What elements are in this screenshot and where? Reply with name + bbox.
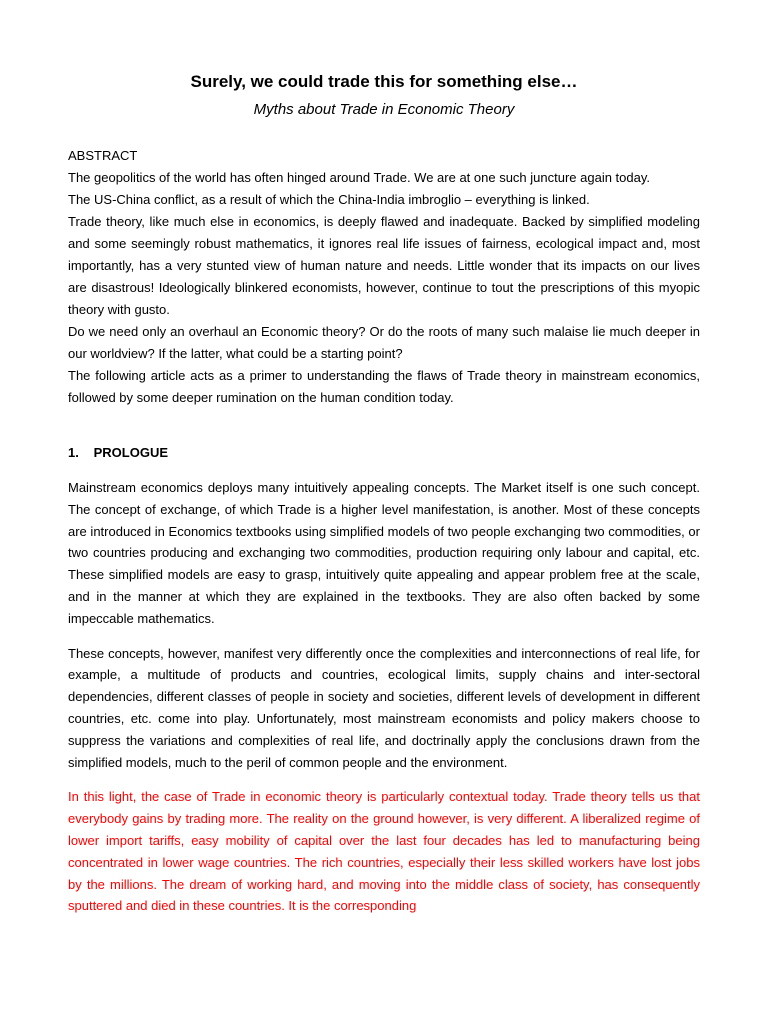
body-paragraph: These concepts, however, manifest very differently once the complexities and interconnections of real life, for example, a multitude of products and countries, ecological limits, supply chains and inter-sectoral dependencies, different classes of people in society and societies, different levels of development in different countries, etc. come into play. Unfortunately, most mainstream economists and policy makers choose to suppress the variations and complexities of real life, and doctrinally apply the conclusions drawn from the simplified models, much to the peril of common people and the environment. — [68, 645, 700, 770]
highlighted-paragraph: In this light, the case of Trade in economic theory is particularly contextual today. Trade theory tells us that everybody gains by trading more. The reality on the ground however, is very different. A liberalized regime of lower import tariffs, easy mobility of capital over the last four decades has led to manufacturing being concentrated in lower wage countries. The rich countries, especially their less skilled workers have lost jobs by the millions. The dream of working hard, and moving into the middle class of society, has consequently sputtered and died in these countries. It is the corresponding — [68, 789, 700, 914]
abstract-paragraph: Trade theory, like much else in economics, is deeply flawed and inadequate. Backed by simplified modeling and some seemingly robust mathematics, it ignores real life issues of fairness, ecological impact and, most importantly, has a very stunted view of human nature and needs. Little wonder that its impacts on our lives are disastrous! Ideologically blinkered economists, however, continue to tout the prescriptions of this myopic theory with gusto. — [68, 214, 700, 317]
abstract-heading: ABSTRACT — [68, 148, 138, 163]
abstract-paragraph: The geopolitics of the world has often hinged around Trade. We are at one such juncture again today. — [68, 170, 651, 185]
section-title: PROLOGUE — [93, 445, 169, 460]
section-heading-prologue — [68, 442, 700, 464]
abstract-paragraph: The US-China conflict, as a result of which the China-India imbroglio – everything is linked. — [68, 192, 590, 207]
section-number: 1. — [68, 445, 79, 460]
abstract-paragraph: The following article acts as a primer to understanding the flaws of Trade theory in mainstream economics, followed by some deeper rumination on the human condition today. — [68, 368, 700, 405]
body-paragraph: Mainstream economics deploys many intuitively appealing concepts. The Market itself is one such concept. The concept of exchange, of which Trade is a higher level manifestation, is another. Most of these concepts are introduced in Economics textbooks using simplified models of two people exchanging two commodities, or two countries producing and exchanging two commodities, production requiring only labour and capital, etc. These simplified models are easy to grasp, intuitively quite appealing and appear problem free at the scale, and in the manner at which they are explained in the textbooks. They are also often backed by some impeccable mathematics. — [68, 480, 700, 626]
abstract-paragraph: Do we need only an overhaul an Economic theory? Or do the roots of many such malaise lie much deeper in our worldview? If the latter, what could be a starting point? — [68, 324, 700, 361]
document-title: Surely, we could trade this for something else… — [190, 72, 578, 91]
document-subtitle: Myths about Trade in Economic Theory — [253, 101, 515, 118]
abstract-section — [68, 145, 700, 409]
